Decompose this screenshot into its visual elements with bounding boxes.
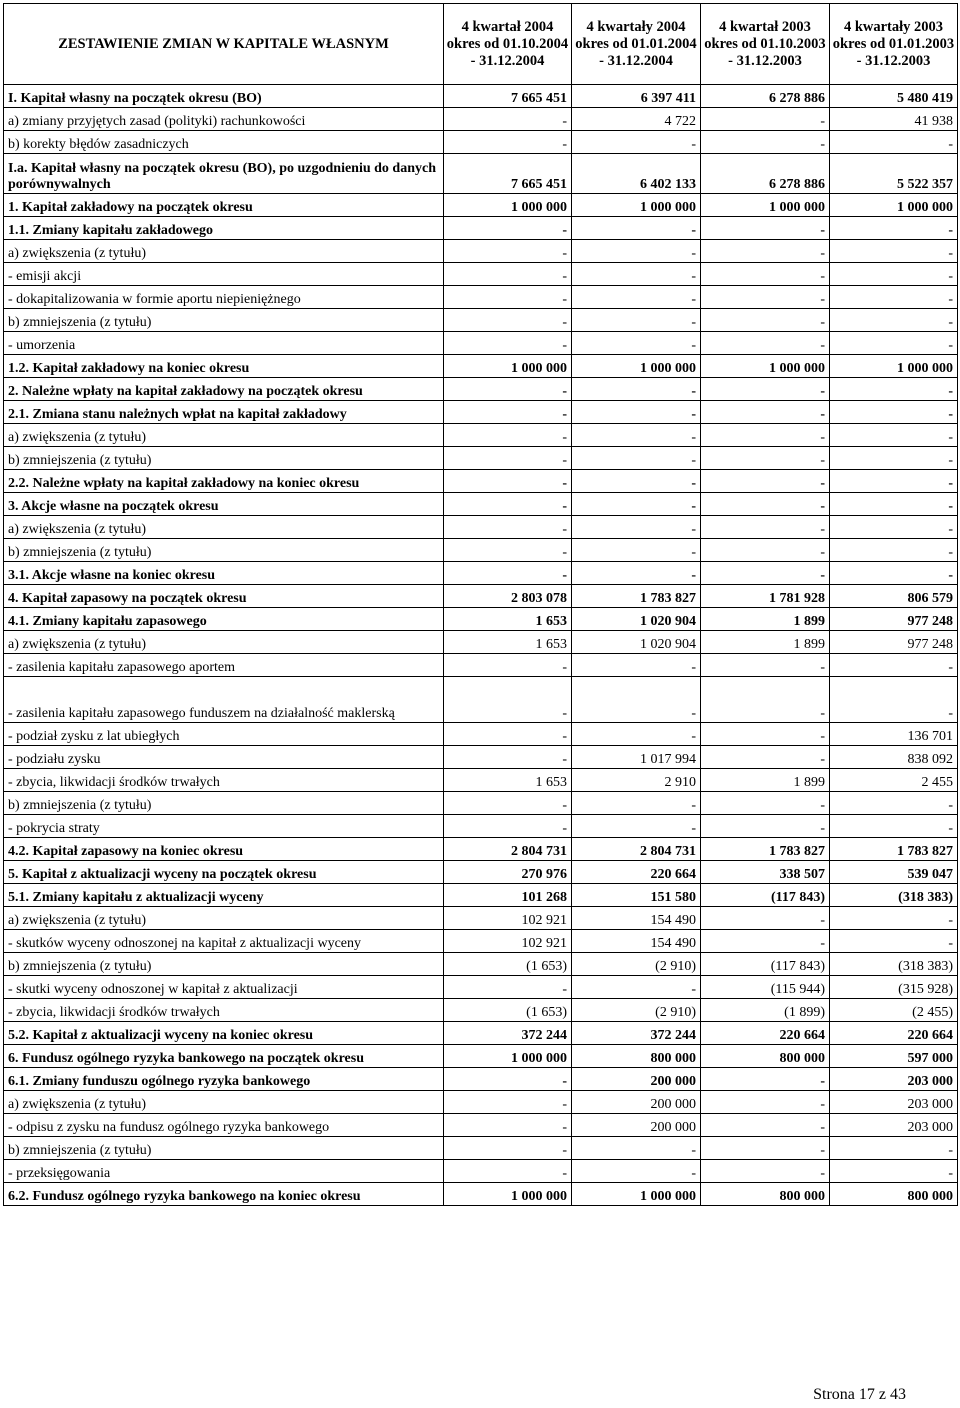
row-value-col-3: -	[701, 332, 830, 355]
row-label: 4.1. Zmiany kapitału zapasowego	[4, 608, 444, 631]
row-value-col-1: -	[444, 516, 572, 539]
table-row	[4, 815, 958, 838]
row-label: - umorzenia	[4, 332, 444, 355]
row-value-col-1: -	[444, 131, 572, 154]
row-value-col-3: -	[701, 263, 830, 286]
row-value-col-3: -	[701, 1114, 830, 1137]
table-row	[4, 447, 958, 470]
row-value-col-3: 1 899	[701, 769, 830, 792]
row-value-col-1: 270 976	[444, 861, 572, 884]
row-value-col-3: 1 000 000	[701, 355, 830, 378]
row-value-col-4: 136 701	[830, 723, 958, 746]
row-value-col-2: 200 000	[572, 1091, 701, 1114]
row-value-col-4: 5 522 357	[830, 154, 958, 194]
row-value-col-2: -	[572, 539, 701, 562]
table-row	[4, 861, 958, 884]
row-value-col-1: 1 653	[444, 608, 572, 631]
table-row	[4, 608, 958, 631]
table-row	[4, 355, 958, 378]
row-value-col-2: -	[572, 286, 701, 309]
row-value-col-2: 6 402 133	[572, 154, 701, 194]
row-value-col-4: -	[830, 654, 958, 677]
row-label: - zasilenia kapitału zapasowego aportem	[4, 654, 444, 677]
row-value-col-3: -	[701, 907, 830, 930]
table-row	[4, 470, 958, 493]
row-value-col-3: (115 944)	[701, 976, 830, 999]
row-label: - odpisu z zysku na fundusz ogólnego ryzyka bankowego	[4, 1114, 444, 1137]
row-value-col-3: -	[701, 516, 830, 539]
row-label: - zbycia, likwidacji środków trwałych	[4, 769, 444, 792]
table-row	[4, 154, 958, 194]
row-value-col-3: -	[701, 1068, 830, 1091]
table-row	[4, 585, 958, 608]
column-header-ytd-2003: 4 kwartały 2003 okres od 01.01.2003 - 31.12.2003	[830, 4, 958, 85]
table-row	[4, 562, 958, 585]
table-row	[4, 1045, 958, 1068]
table-row	[4, 378, 958, 401]
table-row	[4, 1160, 958, 1183]
column-header-q4-2003: 4 kwartał 2003 okres od 01.10.2003 - 31.12.2003	[701, 4, 830, 85]
row-value-col-2: -	[572, 562, 701, 585]
row-value-col-2: -	[572, 424, 701, 447]
row-label: 1.1. Zmiany kapitału zakładowego	[4, 217, 444, 240]
row-value-col-2: -	[572, 976, 701, 999]
row-value-col-1: 101 268	[444, 884, 572, 907]
row-value-col-1: 7 665 451	[444, 85, 572, 108]
row-value-col-4: 203 000	[830, 1091, 958, 1114]
row-value-col-4: -	[830, 907, 958, 930]
row-value-col-4: 203 000	[830, 1114, 958, 1137]
table-row	[4, 677, 958, 723]
table-row	[4, 493, 958, 516]
row-value-col-1: 102 921	[444, 907, 572, 930]
row-value-col-3: 338 507	[701, 861, 830, 884]
row-value-col-4: -	[830, 1160, 958, 1183]
row-value-col-3: (117 843)	[701, 884, 830, 907]
row-label: 3. Akcje własne na początek okresu	[4, 493, 444, 516]
row-value-col-3: -	[701, 424, 830, 447]
table-row	[4, 286, 958, 309]
row-value-col-1: -	[444, 108, 572, 131]
row-label: b) zmniejszenia (z tytułu)	[4, 953, 444, 976]
row-value-col-2: 4 722	[572, 108, 701, 131]
table-row	[4, 1022, 958, 1045]
row-value-col-1: 1 653	[444, 769, 572, 792]
table-row	[4, 631, 958, 654]
row-value-col-2: 800 000	[572, 1045, 701, 1068]
table-row	[4, 1091, 958, 1114]
row-value-col-2: 151 580	[572, 884, 701, 907]
row-label: - podziału zysku	[4, 746, 444, 769]
row-value-col-4: -	[830, 263, 958, 286]
table-row	[4, 769, 958, 792]
row-value-col-2: 1 000 000	[572, 194, 701, 217]
row-value-col-1: (1 653)	[444, 999, 572, 1022]
equity-changes-table	[3, 3, 958, 1206]
table-row	[4, 953, 958, 976]
row-value-col-3: -	[701, 746, 830, 769]
row-label: 5. Kapitał z aktualizacji wyceny na początek okresu	[4, 861, 444, 884]
row-label: I.a. Kapitał własny na początek okresu (BO), po uzgodnieniu do danych porównywalnych	[4, 154, 444, 194]
row-value-col-2: 2 804 731	[572, 838, 701, 861]
row-value-col-3: -	[701, 1137, 830, 1160]
row-value-col-1: -	[444, 1068, 572, 1091]
row-label: b) zmniejszenia (z tytułu)	[4, 309, 444, 332]
row-value-col-3: 1 899	[701, 631, 830, 654]
row-value-col-4: 220 664	[830, 1022, 958, 1045]
row-value-col-1: -	[444, 332, 572, 355]
row-value-col-3: 1 781 928	[701, 585, 830, 608]
row-value-col-2: -	[572, 240, 701, 263]
row-value-col-3: 1 000 000	[701, 194, 830, 217]
table-row	[4, 792, 958, 815]
row-value-col-4: 2 455	[830, 769, 958, 792]
table-row	[4, 424, 958, 447]
row-value-col-2: -	[572, 654, 701, 677]
column-header-q4-2004: 4 kwartał 2004 okres od 01.10.2004 - 31.12.2004	[444, 4, 572, 85]
row-value-col-1: -	[444, 1160, 572, 1183]
row-value-col-4: -	[830, 378, 958, 401]
row-label: b) zmniejszenia (z tytułu)	[4, 539, 444, 562]
row-value-col-4: -	[830, 217, 958, 240]
row-label: - przeksięgowania	[4, 1160, 444, 1183]
table-row	[4, 1114, 958, 1137]
row-value-col-1: -	[444, 447, 572, 470]
row-value-col-1: -	[444, 654, 572, 677]
row-label: 2. Należne wpłaty na kapitał zakładowy na początek okresu	[4, 378, 444, 401]
row-value-col-1: -	[444, 723, 572, 746]
row-label: - zbycia, likwidacji środków trwałych	[4, 999, 444, 1022]
table-row	[4, 539, 958, 562]
row-value-col-1: (1 653)	[444, 953, 572, 976]
row-value-col-4: -	[830, 286, 958, 309]
row-value-col-1: -	[444, 562, 572, 585]
row-value-col-3: -	[701, 378, 830, 401]
row-value-col-2: 1 017 994	[572, 746, 701, 769]
row-label: b) zmniejszenia (z tytułu)	[4, 792, 444, 815]
row-value-col-2: 1 000 000	[572, 1183, 701, 1206]
row-label: - skutki wyceny odnoszonej w kapitał z aktualizacji	[4, 976, 444, 999]
row-value-col-1: -	[444, 470, 572, 493]
table-row	[4, 309, 958, 332]
row-value-col-3: -	[701, 108, 830, 131]
row-value-col-2: 2 910	[572, 769, 701, 792]
row-value-col-4: -	[830, 516, 958, 539]
table-row	[4, 108, 958, 131]
row-label: 2.1. Zmiana stanu należnych wpłat na kapitał zakładowy	[4, 401, 444, 424]
row-value-col-3: -	[701, 401, 830, 424]
row-label: b) korekty błędów zasadniczych	[4, 131, 444, 154]
row-value-col-3: -	[701, 723, 830, 746]
row-label: - zasilenia kapitału zapasowego funduszem na działalność maklerską	[4, 677, 444, 723]
table-row	[4, 838, 958, 861]
row-value-col-4: -	[830, 131, 958, 154]
row-value-col-4: 1 000 000	[830, 355, 958, 378]
column-header-ytd-2004: 4 kwartały 2004 okres od 01.01.2004 - 31.12.2004	[572, 4, 701, 85]
row-value-col-2: -	[572, 447, 701, 470]
row-label: 4. Kapitał zapasowy na początek okresu	[4, 585, 444, 608]
row-label: - dokapitalizowania w formie aportu niepieniężnego	[4, 286, 444, 309]
row-value-col-2: -	[572, 309, 701, 332]
row-value-col-1: -	[444, 792, 572, 815]
row-value-col-3: -	[701, 815, 830, 838]
row-value-col-3: -	[701, 1160, 830, 1183]
row-value-col-2: -	[572, 378, 701, 401]
table-row	[4, 85, 958, 108]
table-row	[4, 240, 958, 263]
row-label: a) zwiększenia (z tytułu)	[4, 240, 444, 263]
row-value-col-1: -	[444, 286, 572, 309]
table-row	[4, 131, 958, 154]
row-value-col-3: -	[701, 654, 830, 677]
row-value-col-4: (2 455)	[830, 999, 958, 1022]
row-value-col-2: 200 000	[572, 1068, 701, 1091]
table-row	[4, 263, 958, 286]
row-value-col-2: -	[572, 815, 701, 838]
row-value-col-1: -	[444, 217, 572, 240]
row-value-col-2: -	[572, 263, 701, 286]
table-row	[4, 884, 958, 907]
row-value-col-2: -	[572, 792, 701, 815]
row-value-col-2: -	[572, 1137, 701, 1160]
row-label: 6.2. Fundusz ogólnego ryzyka bankowego na koniec okresu	[4, 1183, 444, 1206]
row-value-col-4: 203 000	[830, 1068, 958, 1091]
row-label: 6.1. Zmiany funduszu ogólnego ryzyka bankowego	[4, 1068, 444, 1091]
page-number: Strona 17 z 43	[813, 1386, 906, 1403]
row-value-col-3: -	[701, 217, 830, 240]
row-value-col-3: -	[701, 286, 830, 309]
row-value-col-4: 5 480 419	[830, 85, 958, 108]
row-value-col-4: 1 000 000	[830, 194, 958, 217]
row-value-col-2: -	[572, 332, 701, 355]
row-value-col-3: -	[701, 240, 830, 263]
row-value-col-4: -	[830, 539, 958, 562]
row-value-col-1: -	[444, 746, 572, 769]
row-label: 5.2. Kapitał z aktualizacji wyceny na koniec okresu	[4, 1022, 444, 1045]
row-value-col-1: -	[444, 309, 572, 332]
row-value-col-2: 200 000	[572, 1114, 701, 1137]
row-value-col-2: 154 490	[572, 907, 701, 930]
row-value-col-1: -	[444, 493, 572, 516]
row-value-col-4: -	[830, 930, 958, 953]
row-value-col-4: 539 047	[830, 861, 958, 884]
row-value-col-2: 220 664	[572, 861, 701, 884]
row-value-col-1: -	[444, 677, 572, 723]
row-value-col-3: -	[701, 677, 830, 723]
row-value-col-1: -	[444, 424, 572, 447]
row-label: a) zwiększenia (z tytułu)	[4, 1091, 444, 1114]
table-row	[4, 976, 958, 999]
row-value-col-4: -	[830, 447, 958, 470]
row-value-col-1: -	[444, 401, 572, 424]
row-value-col-2: 1 020 904	[572, 608, 701, 631]
row-value-col-4: (318 383)	[830, 884, 958, 907]
table-row	[4, 401, 958, 424]
row-value-col-4: -	[830, 401, 958, 424]
row-value-col-3: 6 278 886	[701, 85, 830, 108]
table-row	[4, 1137, 958, 1160]
row-value-col-2: 6 397 411	[572, 85, 701, 108]
row-value-col-3: -	[701, 930, 830, 953]
row-label: a) zwiększenia (z tytułu)	[4, 631, 444, 654]
table-row	[4, 746, 958, 769]
row-value-col-2: -	[572, 516, 701, 539]
row-value-col-4: 838 092	[830, 746, 958, 769]
row-value-col-1: 2 804 731	[444, 838, 572, 861]
row-value-col-1: -	[444, 1114, 572, 1137]
row-value-col-1: -	[444, 976, 572, 999]
row-value-col-2: 1 783 827	[572, 585, 701, 608]
row-value-col-2: (2 910)	[572, 953, 701, 976]
table-row	[4, 999, 958, 1022]
row-value-col-2: (2 910)	[572, 999, 701, 1022]
row-value-col-1: 1 653	[444, 631, 572, 654]
row-value-col-3: 800 000	[701, 1183, 830, 1206]
row-value-col-3: 220 664	[701, 1022, 830, 1045]
row-value-col-4: -	[830, 332, 958, 355]
row-value-col-3: -	[701, 131, 830, 154]
row-value-col-4: -	[830, 677, 958, 723]
row-value-col-3: 1 899	[701, 608, 830, 631]
row-value-col-3: (117 843)	[701, 953, 830, 976]
row-value-col-3: -	[701, 539, 830, 562]
row-label: I. Kapitał własny na początek okresu (BO)	[4, 85, 444, 108]
row-value-col-2: 1 000 000	[572, 355, 701, 378]
table-body	[4, 85, 958, 1206]
row-value-col-2: -	[572, 401, 701, 424]
row-value-col-4: 977 248	[830, 631, 958, 654]
row-label: - skutków wyceny odnoszonej na kapitał z aktualizacji wyceny	[4, 930, 444, 953]
row-value-col-1: -	[444, 378, 572, 401]
row-label: 1.2. Kapitał zakładowy na koniec okresu	[4, 355, 444, 378]
table-row	[4, 1068, 958, 1091]
row-label: - emisji akcji	[4, 263, 444, 286]
row-value-col-4: 41 938	[830, 108, 958, 131]
table-row	[4, 1183, 958, 1206]
row-value-col-4: 800 000	[830, 1183, 958, 1206]
row-label: a) zwiększenia (z tytułu)	[4, 516, 444, 539]
table-row	[4, 194, 958, 217]
row-value-col-3: 6 278 886	[701, 154, 830, 194]
row-value-col-4: -	[830, 562, 958, 585]
row-value-col-3: -	[701, 309, 830, 332]
row-label: 5.1. Zmiany kapitału z aktualizacji wyceny	[4, 884, 444, 907]
row-label: b) zmniejszenia (z tytułu)	[4, 1137, 444, 1160]
row-value-col-2: -	[572, 470, 701, 493]
row-value-col-4: (315 928)	[830, 976, 958, 999]
row-value-col-4: 977 248	[830, 608, 958, 631]
row-label: 3.1. Akcje własne na koniec okresu	[4, 562, 444, 585]
row-value-col-4: (318 383)	[830, 953, 958, 976]
row-value-col-2: -	[572, 723, 701, 746]
row-value-col-3: -	[701, 447, 830, 470]
row-label: a) zmiany przyjętych zasad (polityki) rachunkowości	[4, 108, 444, 131]
row-value-col-1: 102 921	[444, 930, 572, 953]
row-value-col-4: 1 783 827	[830, 838, 958, 861]
row-value-col-3: -	[701, 493, 830, 516]
row-value-col-4: 806 579	[830, 585, 958, 608]
row-value-col-1: -	[444, 539, 572, 562]
row-value-col-1: 7 665 451	[444, 154, 572, 194]
row-value-col-2: -	[572, 1160, 701, 1183]
row-value-col-4: -	[830, 240, 958, 263]
row-value-col-4: 597 000	[830, 1045, 958, 1068]
row-value-col-3: (1 899)	[701, 999, 830, 1022]
row-value-col-1: 1 000 000	[444, 194, 572, 217]
row-value-col-1: 1 000 000	[444, 1045, 572, 1068]
row-value-col-3: 1 783 827	[701, 838, 830, 861]
row-value-col-3: -	[701, 470, 830, 493]
row-value-col-2: -	[572, 217, 701, 240]
table-title: ZESTAWIENIE ZMIAN W KAPITALE WŁASNYM	[4, 4, 444, 85]
row-value-col-1: 372 244	[444, 1022, 572, 1045]
row-value-col-4: -	[830, 424, 958, 447]
table-row	[4, 723, 958, 746]
row-label: a) zwiększenia (z tytułu)	[4, 907, 444, 930]
row-value-col-4: -	[830, 815, 958, 838]
row-value-col-1: -	[444, 1091, 572, 1114]
row-value-col-4: -	[830, 309, 958, 332]
row-label: 2.2. Należne wpłaty na kapitał zakładowy na koniec okresu	[4, 470, 444, 493]
row-value-col-2: -	[572, 677, 701, 723]
row-value-col-3: -	[701, 792, 830, 815]
row-label: b) zmniejszenia (z tytułu)	[4, 447, 444, 470]
row-value-col-4: -	[830, 470, 958, 493]
row-value-col-1: -	[444, 815, 572, 838]
row-label: a) zwiększenia (z tytułu)	[4, 424, 444, 447]
row-value-col-2: 154 490	[572, 930, 701, 953]
table-header-row	[4, 4, 958, 85]
table-row	[4, 332, 958, 355]
table-row	[4, 654, 958, 677]
row-value-col-2: 1 020 904	[572, 631, 701, 654]
row-value-col-4: -	[830, 493, 958, 516]
row-value-col-3: 800 000	[701, 1045, 830, 1068]
row-value-col-1: -	[444, 263, 572, 286]
row-label: 6. Fundusz ogólnego ryzyka bankowego na początek okresu	[4, 1045, 444, 1068]
table-row	[4, 907, 958, 930]
row-value-col-1: 1 000 000	[444, 355, 572, 378]
row-label: - podział zysku z lat ubiegłych	[4, 723, 444, 746]
row-value-col-1: -	[444, 240, 572, 263]
row-value-col-4: -	[830, 792, 958, 815]
row-value-col-2: -	[572, 493, 701, 516]
row-label: 1. Kapitał zakładowy na początek okresu	[4, 194, 444, 217]
row-value-col-2: -	[572, 131, 701, 154]
row-value-col-3: -	[701, 562, 830, 585]
row-value-col-3: -	[701, 1091, 830, 1114]
table-row	[4, 516, 958, 539]
table-row	[4, 217, 958, 240]
row-value-col-1: 1 000 000	[444, 1183, 572, 1206]
row-value-col-2: 372 244	[572, 1022, 701, 1045]
table-row	[4, 930, 958, 953]
row-value-col-4: -	[830, 1137, 958, 1160]
row-label: - pokrycia straty	[4, 815, 444, 838]
row-value-col-1: -	[444, 1137, 572, 1160]
row-label: 4.2. Kapitał zapasowy na koniec okresu	[4, 838, 444, 861]
row-value-col-1: 2 803 078	[444, 585, 572, 608]
